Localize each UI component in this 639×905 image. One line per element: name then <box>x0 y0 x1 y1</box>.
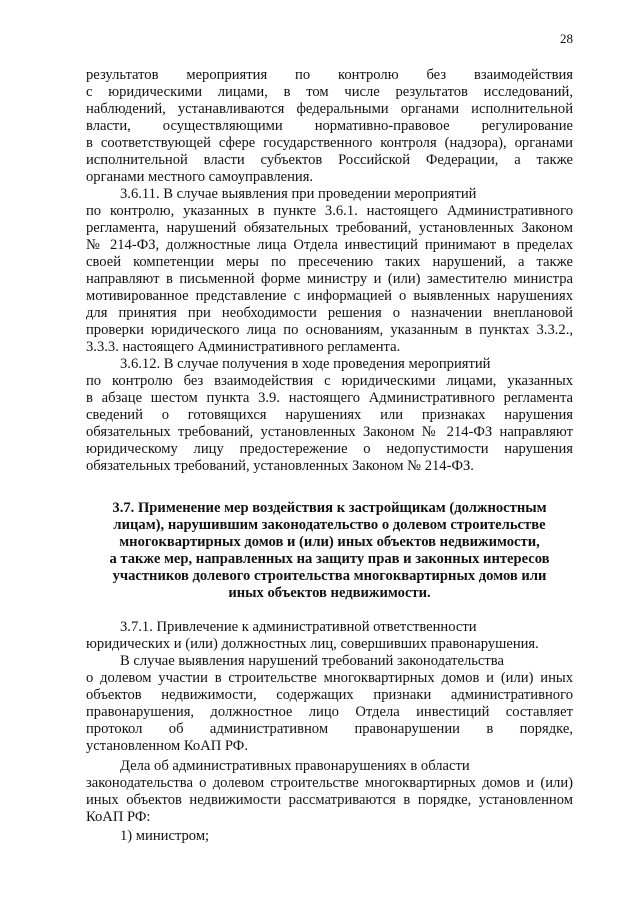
text-line: наблюдений, устанавливаются федеральными органами исполнительной <box>86 101 573 117</box>
text-line: исполнительной власти субъектов Российской Федерации, а также <box>86 152 573 168</box>
text-line: законодательства о долевом строительстве многоквартирных домов и (или) <box>86 775 573 791</box>
text-line: результатов мероприятия по контролю без взаимодействия <box>86 67 573 83</box>
section-heading-line: лицам), нарушившим законодательство о долевом строительстве <box>113 517 546 533</box>
text-line: мотивированное представление с информацией о выявленных нарушениях <box>86 288 573 304</box>
text-line: № 214-ФЗ, должностные лица Отдела инвестиций принимают в пределах <box>86 237 573 253</box>
text-line: своей компетенции меры по пресечению таких нарушений, а также <box>86 254 573 270</box>
text-line: обязательных требований, установленных Законом № 214-ФЗ. <box>86 458 474 474</box>
text-line: для принятия при необходимости решения о назначении внеплановой <box>86 305 573 321</box>
text-line: объектов недвижимости, содержащих признаки административного <box>86 687 573 703</box>
text-line: 3.3.3. настоящего Административного регламента. <box>86 339 401 355</box>
text-line: протокол об административном правонарушении в порядке, <box>86 721 573 737</box>
text-line: иных объектов недвижимости рассматриваются в порядке, установленном <box>86 792 573 808</box>
text-line: 3.7.1. Привлечение к административной ответственности <box>120 619 477 635</box>
text-line: 1) министром; <box>120 828 210 844</box>
section-heading-line: иных объектов недвижимости. <box>228 585 431 601</box>
text-line: органами местного самоуправления. <box>86 169 314 185</box>
text-line: сведений о готовящихся нарушениях или признаках нарушения <box>86 407 573 423</box>
text-line: о долевом участии в строительстве многоквартирных домов и (или) иных <box>86 670 573 686</box>
text-line: Дела об административных правонарушениях в области <box>120 758 470 774</box>
text-line: регламента, нарушений обязательных требований, установленных Законом <box>86 220 573 236</box>
text-line: юридических и (или) должностных лиц, совершивших правонарушения. <box>86 636 539 652</box>
text-line: юридическому лицу предостережение о недопустимости нарушения <box>86 441 573 457</box>
section-heading-line: а также мер, направленных на защиту прав и законных интересов <box>109 551 550 567</box>
text-line: В случае выявления нарушений требований законодательства <box>120 653 504 669</box>
text-line: направляют в письменной форме министру и (или) заместителю министра <box>86 271 573 287</box>
section-heading-line: участников долевого строительства многоквартирных домов или <box>112 568 547 584</box>
text-line: по контролю, указанных в пункте 3.6.1. настоящего Административного <box>86 203 573 219</box>
text-line: 3.6.12. В случае получения в ходе проведения мероприятий <box>120 356 491 372</box>
text-line: правонарушения, должностное лицо Отдела инвестиций составляет <box>86 704 573 720</box>
text-line: проверки юридического лица по основаниям, указанным в пунктах 3.3.2., <box>86 322 573 338</box>
text-line: с юридическими лицами, в том числе результатов исследований, <box>86 84 573 100</box>
page-number: 28 <box>560 31 573 46</box>
text-line: обязательных требований, установленных Законом № 214-ФЗ направляют <box>86 424 573 440</box>
text-line: по контролю без взаимодействия с юридическими лицами, указанных <box>86 373 573 389</box>
text-line: в соответствующей сфере государственного контроля (надзора), органами <box>86 135 573 151</box>
text-line: в абзаце шестом пункта 3.9. настоящего Административного регламента <box>86 390 573 406</box>
section-heading-line: 3.7. Применение мер воздействия к застройщикам (должностным <box>112 500 547 516</box>
section-heading-line: многоквартирных домов и (или) иных объектов недвижимости, <box>119 534 540 550</box>
text-line: 3.6.11. В случае выявления при проведении мероприятий <box>120 186 477 202</box>
text-line: КоАП РФ: <box>86 809 151 825</box>
text-line: власти, осуществляющими нормативно-правовое регулирование <box>86 118 573 134</box>
text-line: установленном КоАП РФ. <box>86 738 248 754</box>
